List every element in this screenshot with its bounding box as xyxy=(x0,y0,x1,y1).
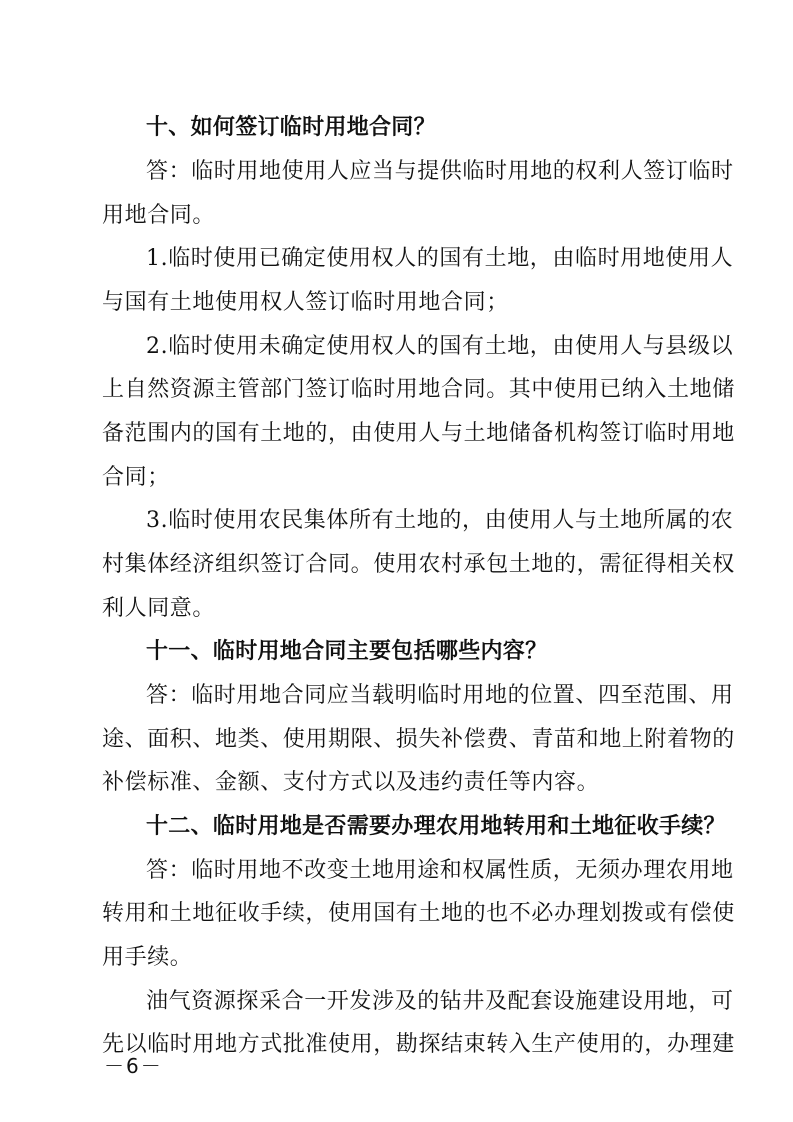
oil-gas-paragraph-line-1: 油气资源探采合一开发涉及的钻井及配套设施建设用地，可 xyxy=(146,989,734,1014)
answer-10-line-1: 答：临时用地使用人应当与提供临时用地的权利人签订临时 xyxy=(146,159,734,184)
answer-12-line-2: 转用和土地征收手续，使用国有土地的也不必办理划拨或有偿使 xyxy=(102,901,735,926)
item-2-line-2: 上自然资源主管部门签订临时用地合同。其中使用已纳入土地储 xyxy=(102,377,735,402)
item-3-line-1: 3.临时使用农民集体所有土地的，由使用人与土地所属的农 xyxy=(146,508,734,533)
item-2-line-4: 合同； xyxy=(102,465,170,490)
answer-11-line-1: 答：临时用地合同应当载明临时用地的位置、四至范围、用 xyxy=(146,683,734,708)
item-3-line-2: 村集体经济组织签订合同。使用农村承包土地的，需征得相关权 xyxy=(102,552,735,577)
item-1-line-1: 1.临时使用已确定使用权人的国有土地，由临时用地使用人 xyxy=(146,246,734,271)
item-2-line-3: 备范围内的国有土地的，由使用人与土地储备机构签订临时用地 xyxy=(102,421,735,446)
section-heading-10: 十、如何签订临时用地合同？ xyxy=(146,115,436,140)
section-heading-12: 十二、临时用地是否需要办理农用地转用和土地征收手续？ xyxy=(146,814,726,839)
answer-12-line-3: 用手续。 xyxy=(102,945,193,970)
page-number: －6－ xyxy=(104,1054,163,1078)
section-heading-11: 十一、临时用地合同主要包括哪些内容？ xyxy=(146,639,548,664)
answer-10-line-2: 用地合同。 xyxy=(102,203,216,228)
item-3-line-3: 利人同意。 xyxy=(102,596,216,621)
answer-11-line-2: 途、面积、地类、使用期限、损失补偿费、青苗和地上附着物的 xyxy=(102,727,735,752)
item-1-line-2: 与国有土地使用权人签订临时用地合同； xyxy=(102,290,509,315)
answer-11-line-3: 补偿标准、金额、支付方式以及违约责任等内容。 xyxy=(102,770,600,795)
oil-gas-paragraph-line-2: 先以临时用地方式批准使用，勘探结束转入生产使用的，办理建 xyxy=(102,1032,735,1057)
answer-12-line-1: 答：临时用地不改变土地用途和权属性质，无须办理农用地 xyxy=(146,858,734,883)
item-2-line-1: 2.临时使用未确定使用权人的国有土地，由使用人与县级以 xyxy=(146,334,734,359)
